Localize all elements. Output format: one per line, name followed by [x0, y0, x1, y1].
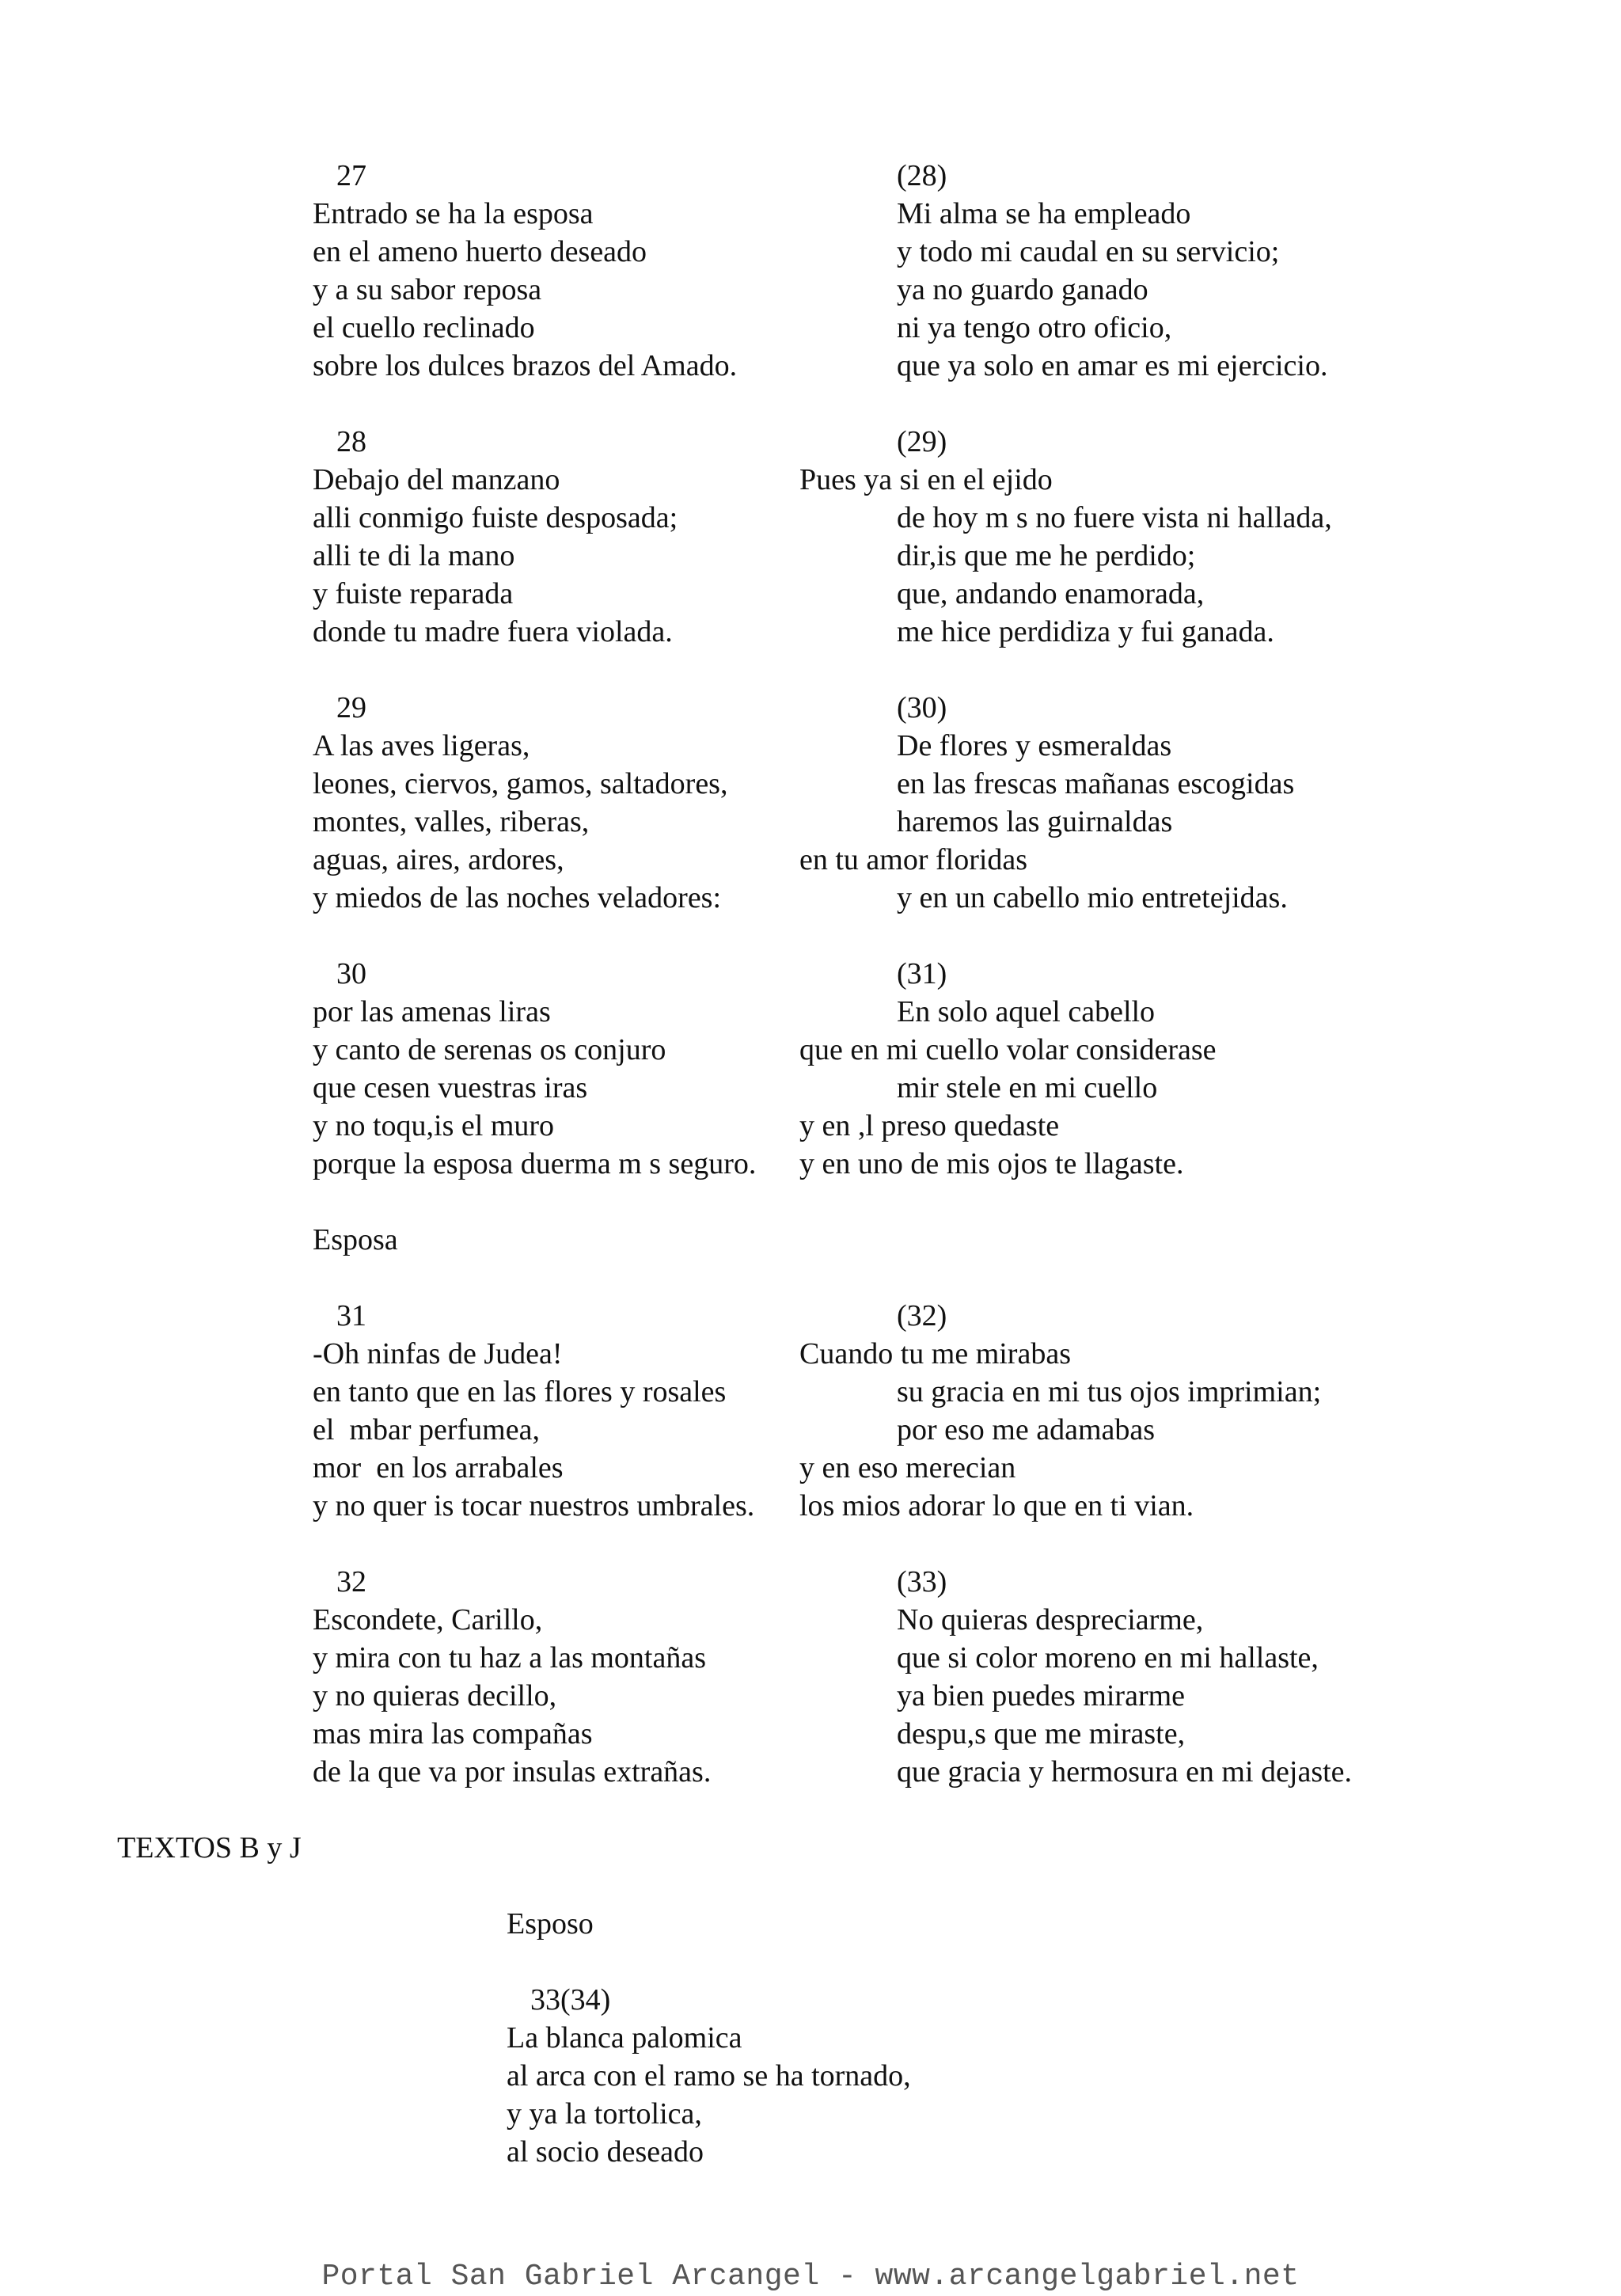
verse-line: que cesen vuestras iras [313, 1071, 588, 1104]
verse-line: en las frescas mañanas escogidas [897, 767, 1295, 800]
verse-line: aguas, aires, ardores, [313, 843, 564, 876]
verse-line: al socio deseado [507, 2135, 704, 2169]
stanza-number: 28 [336, 425, 366, 458]
verse-line: En solo aquel cabello [897, 995, 1156, 1028]
verse-line: que en mi cuello volar considerase [799, 1033, 1217, 1066]
section-heading-esposa: Esposa [313, 1223, 398, 1256]
verse-line: en tanto que en las flores y rosales [313, 1375, 727, 1408]
verse-line: dir,is que me he perdido; [897, 539, 1196, 572]
verse-line: -Oh ninfas de Judea! [313, 1337, 563, 1370]
verse-line: me hice perdidiza y fui ganada. [897, 615, 1274, 648]
verse-line: que ya solo en amar es mi ejercicio. [897, 349, 1328, 382]
verse-line: en el ameno huerto deseado [313, 235, 647, 268]
verse-line: por las amenas liras [313, 995, 551, 1028]
verse-line: y fuiste reparada [313, 577, 514, 610]
verse-line: el mbar perfumea, [313, 1413, 540, 1446]
verse-line: y no quieras decillo, [313, 1679, 557, 1712]
verse-line: haremos las guirnaldas [897, 805, 1173, 838]
verse-line: en tu amor floridas [799, 843, 1028, 876]
section-heading-textos: TEXTOS B y J [117, 1831, 302, 1865]
stanza-number: (33) [897, 1565, 947, 1598]
verse-line: Pues ya si en el ejido [799, 463, 1053, 496]
verse-line: y no quer is tocar nuestros umbrales. [313, 1489, 755, 1522]
verse-line: y en eso merecian [799, 1451, 1016, 1484]
verse-line: Cuando tu me mirabas [799, 1337, 1071, 1370]
verse-line: de hoy m s no fuere vista ni hallada, [897, 501, 1332, 534]
verse-line: y en un cabello mio entretejidas. [897, 881, 1288, 914]
verse-line: ni ya tengo otro oficio, [897, 311, 1172, 344]
stanza-number: (30) [897, 691, 947, 724]
verse-line: que gracia y hermosura en mi dejaste. [897, 1755, 1353, 1789]
verse-line: y mira con tu haz a las montañas [313, 1641, 707, 1674]
stanza-number: 30 [336, 957, 366, 990]
stanza-number: 31 [336, 1299, 366, 1332]
stanza-number: (29) [897, 425, 947, 458]
verse-line: y no toqu,is el muro [313, 1109, 555, 1142]
stanza-number: 27 [336, 159, 366, 192]
verse-line: y a su sabor reposa [313, 273, 542, 306]
verse-line: De flores y esmeraldas [897, 729, 1172, 762]
verse-line: que, andando enamorada, [897, 577, 1205, 610]
verse-line: al arca con el ramo se ha tornado, [507, 2059, 911, 2093]
verse-line: y en uno de mis ojos te llagaste. [799, 1147, 1184, 1180]
verse-line: leones, ciervos, gamos, saltadores, [313, 767, 728, 800]
stanza-number: 33(34) [530, 1983, 611, 2017]
verse-line: mor en los arrabales [313, 1451, 564, 1484]
verse-line: ya no guardo ganado [897, 273, 1148, 306]
verse-line: donde tu madre fuera violada. [313, 615, 673, 648]
verse-line: mir stele en mi cuello [897, 1071, 1158, 1104]
stanza-number: 29 [336, 691, 366, 724]
verse-line: Escondete, Carillo, [313, 1603, 543, 1636]
verse-line: despu,s que me miraste, [897, 1717, 1186, 1751]
verse-line: alli te di la mano [313, 539, 515, 572]
verse-line: sobre los dulces brazos del Amado. [313, 349, 738, 382]
verse-line: su gracia en mi tus ojos imprimian; [897, 1375, 1322, 1408]
verse-line: de la que va por insulas extrañas. [313, 1755, 712, 1789]
verse-line: mas mira las compañas [313, 1717, 593, 1751]
section-heading-esposo: Esposo [507, 1907, 594, 1941]
verse-line: Debajo del manzano [313, 463, 560, 496]
verse-line: y ya la tortolica, [507, 2097, 702, 2131]
verse-line: los mios adorar lo que en ti vian. [799, 1489, 1194, 1522]
verse-line: que si color moreno en mi hallaste, [897, 1641, 1319, 1674]
verse-line: montes, valles, riberas, [313, 805, 590, 838]
verse-line: y canto de serenas os conjuro [313, 1033, 666, 1066]
page-footer: Portal San Gabriel Arcangel - www.arcangelgabriel.net [321, 2260, 1300, 2294]
verse-line: el cuello reclinado [313, 311, 535, 344]
stanza-number: 32 [336, 1565, 366, 1598]
verse-line: No quieras despreciarme, [897, 1603, 1204, 1636]
verse-line: A las aves ligeras, [313, 729, 530, 762]
verse-line: y en ,l preso quedaste [799, 1109, 1060, 1142]
verse-line: La blanca palomica [507, 2021, 742, 2055]
stanza-number: (28) [897, 159, 947, 192]
stanza-number: (31) [897, 957, 947, 990]
verse-line: y miedos de las noches veladores: [313, 881, 722, 914]
verse-line: alli conmigo fuiste desposada; [313, 501, 678, 534]
stanza-number: (32) [897, 1299, 947, 1332]
verse-line: ya bien puedes mirarme [897, 1679, 1186, 1712]
verse-line: Entrado se ha la esposa [313, 197, 594, 230]
verse-line: porque la esposa duerma m s seguro. [313, 1147, 757, 1180]
verse-line: Mi alma se ha empleado [897, 197, 1191, 230]
verse-line: por eso me adamabas [897, 1413, 1156, 1446]
verse-line: y todo mi caudal en su servicio; [897, 235, 1280, 268]
